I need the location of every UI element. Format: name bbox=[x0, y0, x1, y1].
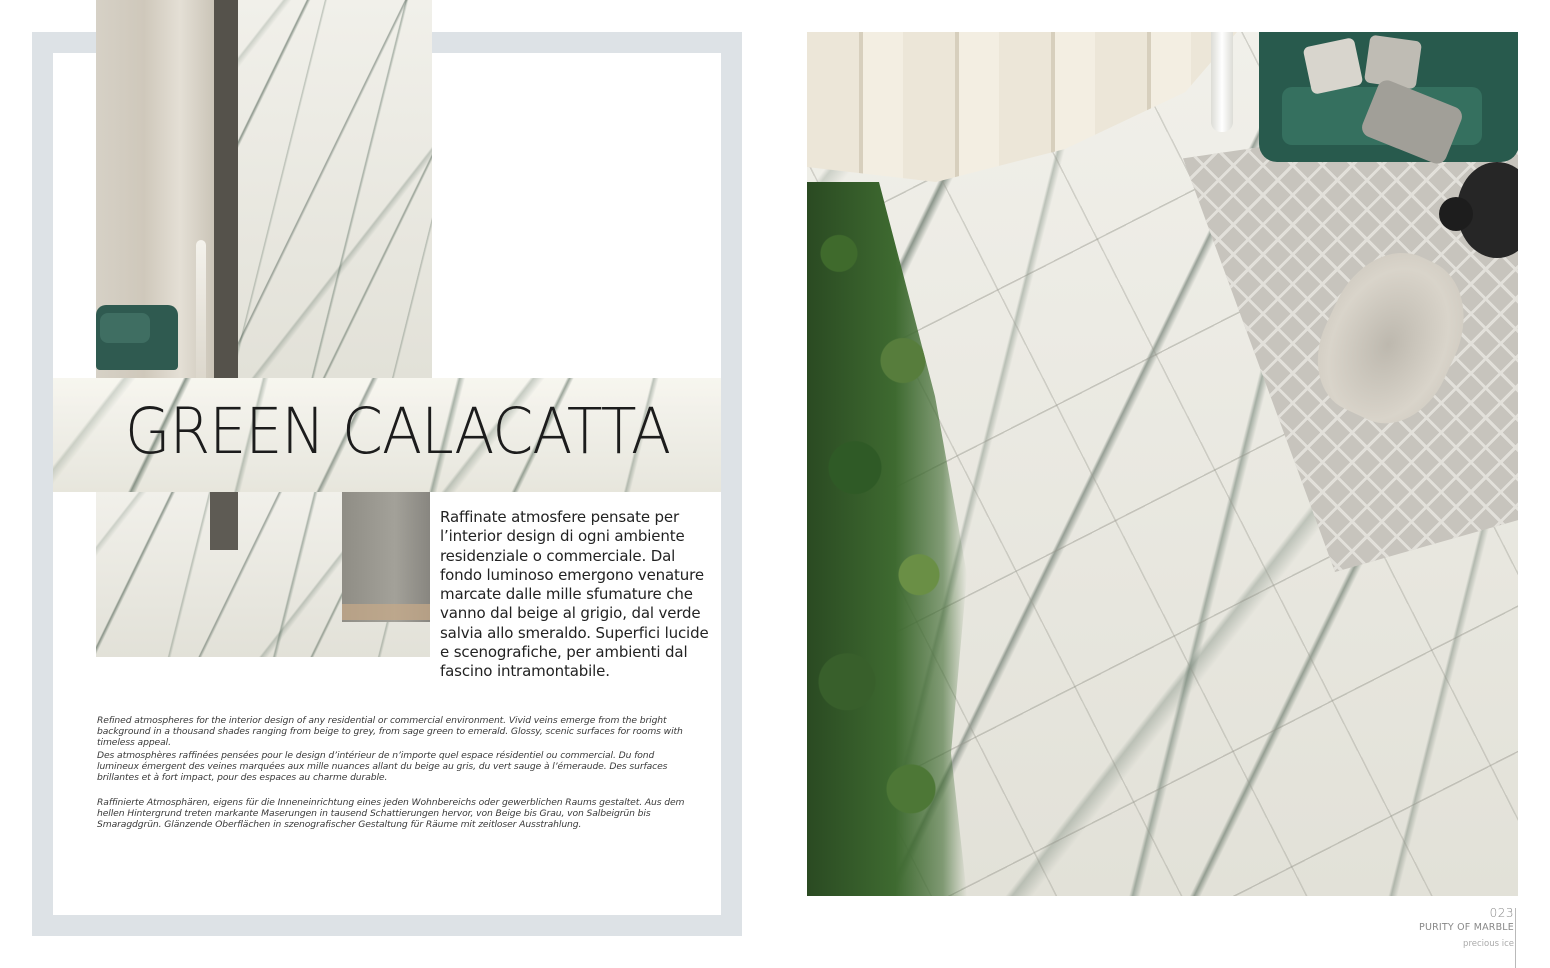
floor-lamp bbox=[196, 240, 206, 378]
white-pillar bbox=[1211, 32, 1233, 132]
description-german: Raffinierte Atmosphären, eigens für die Inneneinrichtung eines jeden Wohnbereichs oder gewerblichen Raums gestaltet. Aus dem hellen Hintergrund treten markante Maserungen in tausend Schattierungen hervor, von Beige bis Grau, von Salbeigrün bis Smaragdgrün. Glänzende Oberflächen in szenografischer Gestaltung für Räume mit zeitloser Ausstrahlung. bbox=[97, 797, 685, 831]
description-french: Des atmosphères raffinées pensées pour le design d’intérieur de n’importe quel espace résidentiel ou commercial. Du fond lumineux émergent des veines marquées aux mille nuances allant du beige au gris, du vert sauge à l’émeraude. Des surfaces brillantes et à fort impact, pour des espaces au charme durable. bbox=[97, 750, 668, 784]
block-reflection bbox=[342, 604, 430, 620]
armchair-cushion bbox=[100, 313, 150, 343]
page-footer bbox=[1419, 906, 1514, 949]
description-english: Refined atmospheres for the interior design of any residential or commercial environment. Vivid veins emerge from the bright background in a thousand shades ranging from beige to grey, from sage green to emerald. Glossy, scenic surfaces for rooms with timeless appeal. bbox=[97, 715, 683, 749]
series-name: precious ice bbox=[1463, 939, 1514, 949]
collection-name: PURITY OF MARBLE bbox=[1419, 922, 1514, 933]
floor-detail-photo bbox=[96, 492, 430, 657]
stone-block bbox=[342, 492, 430, 622]
footer-rule bbox=[1515, 908, 1516, 968]
description-italian: Raffinate atmosfere pensate per l’interior design di ogni ambiente residenziale o commerciale. Dal fondo luminoso emergono venature marcate dalle mille sfumature che vanno dal beige al grigio, dal verde salvia allo smeraldo. Superfici lucide e scenografiche, per ambienti dal fascino intramontabile. bbox=[440, 508, 709, 681]
page-number: 023 bbox=[1489, 906, 1514, 920]
page-title: GREEN CALACATTA bbox=[125, 395, 671, 468]
interior-wall-photo bbox=[96, 0, 432, 378]
marble-wall-slab bbox=[238, 0, 432, 378]
side-stool bbox=[1439, 197, 1473, 231]
title-banner bbox=[53, 378, 721, 492]
dark-column bbox=[214, 0, 238, 378]
room-overview-photo bbox=[807, 32, 1518, 896]
dark-column-base bbox=[210, 492, 238, 550]
